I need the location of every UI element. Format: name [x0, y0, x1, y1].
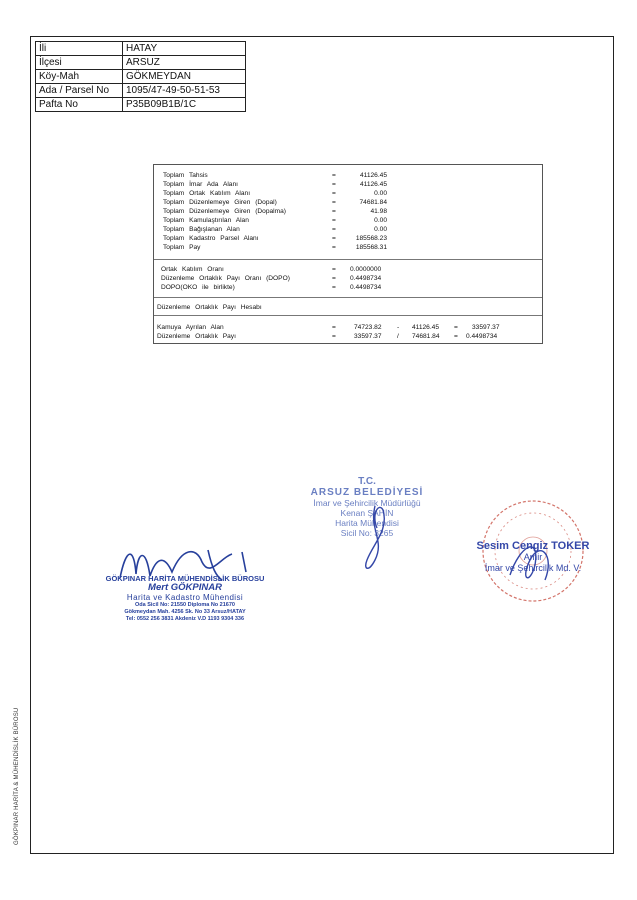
table-row	[36, 70, 246, 84]
info-label: İli	[36, 42, 123, 56]
table-row	[36, 56, 246, 70]
table-row	[36, 42, 246, 56]
table-row	[36, 84, 246, 98]
info-label: İlçesi	[36, 56, 123, 70]
info-label: Pafta No	[36, 98, 123, 112]
signature-icon	[500, 525, 560, 595]
parcel-info-table	[35, 41, 246, 112]
list-item: Toplam Düzenlemeye Giren (Dopal) = 74681.84	[163, 199, 387, 206]
list-item: Ortak Katılım Oranı = 0.0000000	[161, 266, 382, 273]
info-label: Ada / Parsel No	[36, 84, 123, 98]
list-item: Toplam Ortak Katılım Alanı = 0.00	[163, 190, 387, 197]
list-item: Toplam Kadastro Parsel Alanı = 185568.23	[163, 235, 387, 242]
list-item: Toplam Tahsis = 41126.45	[163, 172, 387, 179]
list-item: Toplam Bağışlanan Alan = 0.00	[163, 226, 387, 233]
signature-icon	[345, 500, 405, 580]
list-item: Toplam Pay = 185568.31	[163, 244, 387, 251]
list-item: Düzenleme Ortaklık Payı = 33597.37 / 74681.84 = 0.4498734	[157, 333, 498, 340]
page-frame	[30, 36, 614, 854]
list-item: Toplam İmar Ada Alanı = 41126.45	[163, 181, 387, 188]
divider	[154, 315, 542, 316]
info-value: 1095/47-49-50-51-53	[123, 84, 246, 98]
director-stamp: Sesim Cengiz TOKER Amir İmar ve Şehircilik Md. V.	[476, 540, 590, 573]
table-row	[36, 98, 246, 112]
list-item: Kamuya Ayrılan Alan = 74723.82 - 41126.45 = 33597.37	[157, 324, 500, 331]
info-value: GÖKMEYDAN	[123, 70, 246, 84]
info-label: Köy-Mah	[36, 70, 123, 84]
calculation-box	[153, 164, 543, 344]
info-value: ARSUZ	[123, 56, 246, 70]
info-value: HATAY	[123, 42, 246, 56]
info-value: P35B09B1B/1C	[123, 98, 246, 112]
list-item: Toplam Düzenlemeye Giren (Dopalma) = 41.98	[163, 208, 387, 215]
list-item: Toplam Kamulaştırılan Alan = 0.00	[163, 217, 387, 224]
municipality-stamp: T.C. ARSUZ BELEDİYESİ İmar ve Şehircilik Müdürlüğü Kenan ŞAHİN Harita Mühendisi Sicil No: 3265	[310, 476, 424, 538]
list-item: Düzenleme Ortaklık Payı Oranı (DOPO) = 0.4498734	[161, 275, 382, 282]
engineering-office-stamp: GÖKPINAR HARİTA MÜHENDİSLİK BÜROSU Mert GÖKPINAR Harita ve Kadastro Mühendisi Oda Sicil No: 21550 Diploma No 21670 Gökmeydan Mah. 4256 Sk. No 33 Arsuz/HATAY Tel: 0552 256 3831 Akdeniz V.D 1193 9304 336	[105, 574, 265, 622]
list-item: DOPO(OKO ile birlikte) = 0.4498734	[161, 284, 382, 291]
divider	[154, 297, 542, 298]
side-label: GÖKPINAR HARİTA & MÜHENDİSLİK BÜROSU	[14, 707, 20, 845]
section-title: Düzenleme Ortaklık Payı Hesabı	[157, 304, 262, 311]
divider	[154, 259, 542, 260]
